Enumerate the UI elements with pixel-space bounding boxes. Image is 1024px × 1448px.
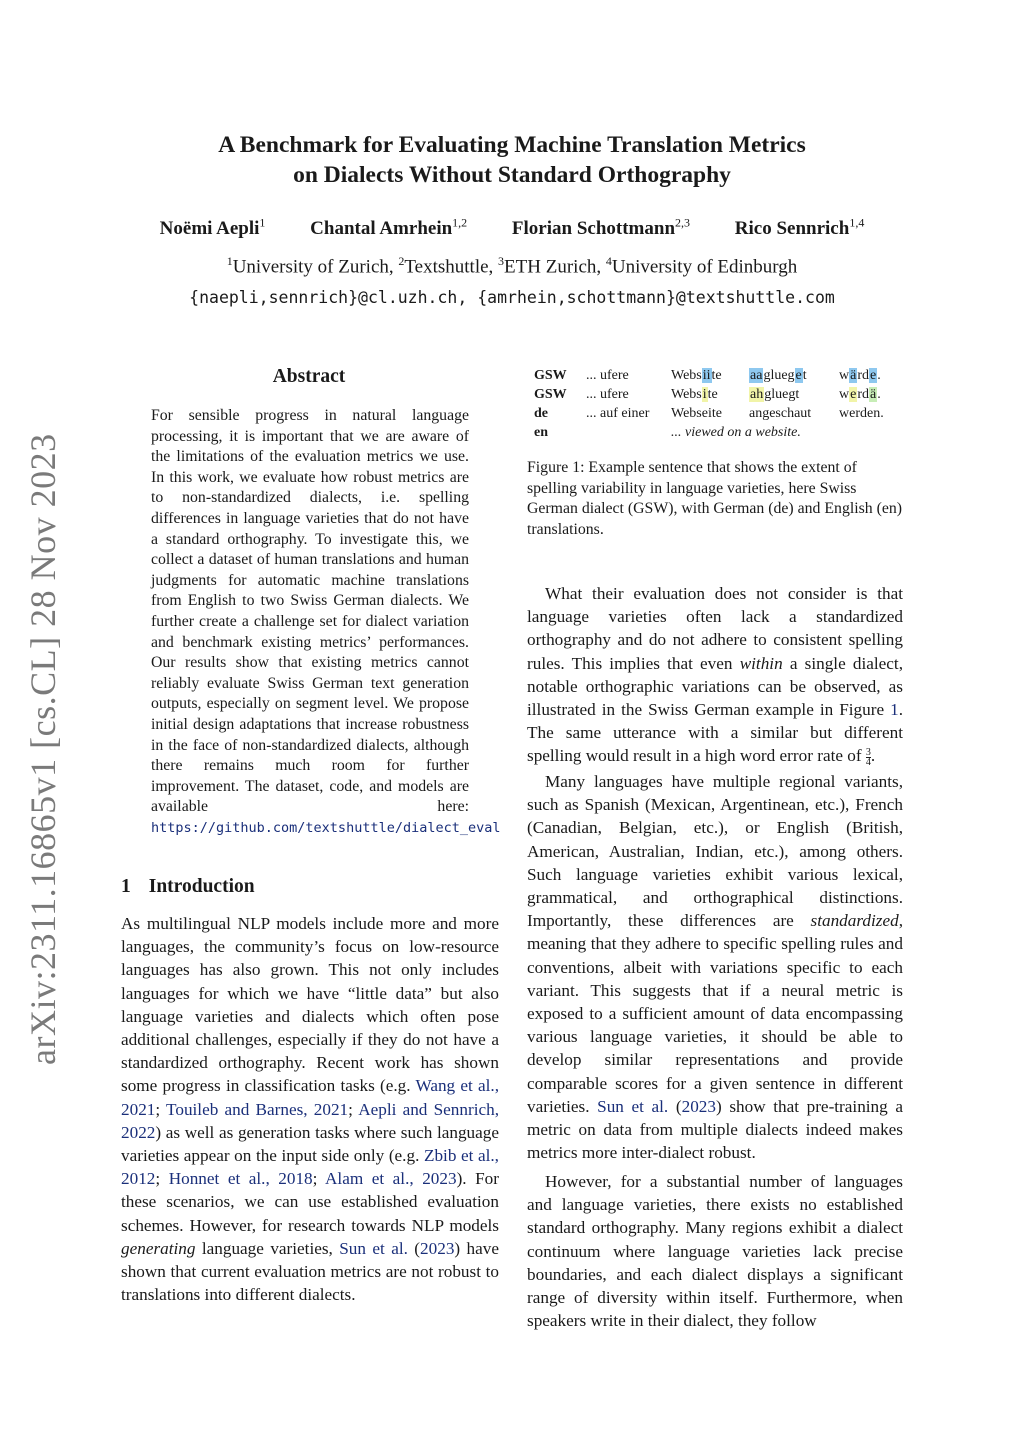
author-3 [512, 218, 690, 239]
affiliation: ETH Zurich, [504, 256, 606, 278]
dialect-example-table [534, 366, 884, 442]
row-label: GSW [534, 387, 567, 402]
text-run: ) show that pre-training a metric on data from multiple dialects indeed makes metrics more inter-dialect robust. [527, 1096, 903, 1163]
table-row [534, 385, 884, 404]
citation-link[interactable]: Sun et al. [339, 1238, 408, 1258]
table-cell [586, 423, 671, 442]
author-name: Rico Sennrich [734, 218, 850, 240]
text-run: ) have shown that current evaluation metrics are not robust to translations into different dialects. [121, 1238, 499, 1305]
author-1 [160, 218, 266, 239]
title-line-2: on Dialects Without Standard Orthography [293, 162, 731, 188]
author-name: Noëmi Aepli [159, 218, 260, 240]
row-label: de [534, 406, 548, 421]
highlight-variant: e [870, 368, 877, 383]
table-cell: ... viewed on a website. [671, 425, 801, 440]
highlight-variant: ä [870, 387, 877, 402]
text-run: Many languages have multiple regional variants, such as Spanish (Mexican, Argentinean, etc.), French (Canadian, Belgian, etc.), or English (British, American, Australian, Indian, etc.), among others. Such language varieties exhibit various lexical, grammatical, and orthographical distinctions. Importantly, these differences are [527, 772, 903, 931]
text-run: ( [407, 1238, 421, 1258]
author-affiliation-mark: 2,3 [675, 216, 691, 230]
paper-title [0, 130, 1024, 190]
section-heading-introduction [121, 876, 255, 898]
text-run: . [877, 387, 881, 402]
highlight-variant: aa [750, 368, 763, 383]
text-run: ( [668, 1096, 682, 1116]
table-cell [749, 366, 839, 385]
abstract-body [151, 406, 501, 838]
figure-1-caption: Figure 1: Example sentence that shows the extent of spelling variability in language varieties, here Swiss German dialect (GSW), with German (de) and English (en) translations. [527, 459, 903, 538]
right-paragraph-1 [527, 582, 903, 768]
affiliation-mark: 4 [605, 254, 612, 268]
text-run: . The same utterance with a similar but different spelling would result in a high word error rate of [527, 700, 903, 766]
text-run: w [839, 368, 850, 383]
table-cell [671, 366, 749, 385]
author-4 [735, 218, 865, 239]
text-run: ; [312, 1169, 326, 1189]
table-cell: Webseite [671, 406, 722, 421]
table-row [534, 366, 884, 385]
text-run: ). For these scenarios, we can use established evaluation schemes. However, for research towards NLP models [121, 1169, 500, 1235]
title-line-1: A Benchmark for Evaluating Machine Translation Metrics [218, 132, 806, 158]
text-run: gluegt [764, 387, 800, 402]
citation-link[interactable]: Alam et al., 2023 [325, 1169, 457, 1189]
emphasis: standardized [810, 911, 899, 931]
highlight-variant: e [795, 368, 802, 383]
table-cell [671, 385, 749, 404]
table-cell: werden. [839, 406, 884, 421]
fraction-denominator: 4 [865, 756, 871, 768]
affiliations [0, 254, 1024, 278]
table-cell: ... auf einer [586, 406, 650, 421]
table-cell [749, 385, 839, 404]
table-cell: angeschaut [749, 406, 812, 421]
figure-1-example [534, 366, 884, 442]
text-run: As multilingual NLP models include more and more languages, the community’s focus on low-resource languages has also grown. This not only includes languages for which we have “little data” but also language varieties and dialects which often pose additional challenges, especially if they do not have a standardized orthography. Recent work has shown some progress in classification tasks (e.g. [121, 914, 499, 1096]
repository-link[interactable]: https://github.com/textshuttle/dialect_eval [151, 819, 501, 836]
intro-paragraph-1 [121, 912, 499, 1306]
text-run: a single dialect, notable orthographic variations can be observed, as illustrated in the Swiss German example in Figure [527, 653, 903, 720]
text-run: ) as well as generation tasks where such language varieties appear on the input side only (e.g. [121, 1122, 499, 1166]
right-paragraph-2 [527, 770, 903, 1164]
table-cell: ... ufere [586, 368, 629, 383]
citation-link[interactable]: Sun et al. [597, 1096, 669, 1116]
table-cell [839, 385, 884, 404]
text-run: ; [155, 1099, 167, 1119]
row-label: GSW [534, 368, 567, 383]
fraction-numerator: 3 [865, 746, 871, 758]
text-run: rd [857, 387, 870, 402]
table-cell [839, 366, 884, 385]
citation-link[interactable]: Honnet et al., 2018 [168, 1169, 313, 1189]
arxiv-stamp: arXiv:2311.16865v1 [cs.CL] 28 Nov 2023 [23, 433, 63, 1065]
section-title: Introduction [148, 876, 255, 897]
section-number: 1 [121, 876, 131, 897]
citation-link[interactable]: Zbib et al., 2012 [121, 1146, 499, 1189]
row-label: en [534, 425, 548, 440]
text-run: ; [348, 1099, 359, 1119]
affiliation: Textshuttle, [404, 256, 499, 278]
author-list [0, 216, 1024, 240]
text-run: te [711, 368, 722, 383]
table-cell: ... ufere [586, 387, 629, 402]
citation-link[interactable]: 2023 [681, 1096, 716, 1116]
author-affiliation-mark: 1,4 [849, 216, 865, 230]
citation-link[interactable]: 2023 [420, 1238, 455, 1258]
text-run: What their evaluation does not consider is that language varieties often lack a standardized orthography and do not adhere to consistent spelling rules. This implies that even [527, 584, 903, 673]
table-row [534, 423, 884, 442]
text-run: . [870, 746, 876, 766]
author-name: Florian Schottmann [511, 218, 676, 240]
affiliation: University of Zurich, [232, 256, 399, 278]
author-affiliation-mark: 1 [259, 216, 266, 230]
affiliation: University of Edinburgh [611, 256, 798, 278]
affiliation-mark: 3 [498, 254, 505, 268]
table-row [534, 404, 884, 423]
text-run: ; [155, 1169, 169, 1189]
highlight-variant: ii [702, 368, 711, 383]
text-run: language varieties, [195, 1238, 340, 1258]
highlight-variant: ah [750, 387, 764, 402]
citation-link[interactable]: Wang et al., 2021 [121, 1076, 499, 1119]
citation-link[interactable]: Aepli and Sennrich, 2022 [121, 1099, 499, 1142]
abstract-heading: Abstract [272, 366, 346, 387]
figure-ref-link[interactable]: 1 [890, 700, 899, 720]
highlight-variant: e [850, 387, 857, 402]
highlight-variant: ä [850, 368, 857, 383]
text-run: . [877, 368, 881, 383]
author-affiliation-mark: 1,2 [452, 216, 468, 230]
right-paragraph-3: However, for a substantial number of languages and language varieties, there exists no established standard orthography. Many regions exhibit a dialect continuum where language varieties lack precise boundaries, and each dialect displays a significant range of diversity within itself. Furthermore, when speakers write in their dialect, they follow [527, 1172, 903, 1331]
abstract-text: For sensible progress in natural language processing, it is important that we are aware of the limitations of the evaluation metrics we use. In this work, we evaluate how robust metrics are to non-standardized dialects, i.e. spelling differences in language varieties that do not have a standard orthography. To investigate this, we collect a dataset of human translations and human judgments for automatic machine translations from English to two Swiss German dialects. We further create a challenge set for dialect variation and benchmark existing metrics’ performances. Our results show that existing metrics cannot reliably evaluate Swiss German text generation outputs, especially on segment level. We propose initial design adaptations that increase robustness in the face of non-standardized dialects, although there remains much room for further improvement. The dataset, code, and models are available here: [151, 407, 469, 816]
text-run: w [839, 387, 850, 402]
affiliation-mark: 1 [226, 254, 233, 268]
author-2 [310, 218, 467, 239]
text-run: t [802, 368, 807, 383]
text-run: rd [857, 368, 870, 383]
text-run: Webs [671, 368, 702, 383]
text-run: te [707, 387, 718, 402]
author-emails: {naepli,sennrich}@cl.uzh.ch, {amrhein,schottmann}@textshuttle.com [189, 288, 835, 307]
highlight-variant: i [702, 387, 707, 402]
emphasis: within [739, 653, 783, 673]
citation-link[interactable]: Touileb and Barnes, 2021 [166, 1099, 349, 1119]
text-run: , meaning that they adhere to specific spelling rules and conventions, albeit with variations specific to each variant. This suggests that if a neural metric is exposed to a sufficient amount of data encompassing various language varieties, it should be able to develop similar representations and provide comparable scores for a given sentence in different varieties. [527, 911, 903, 1116]
emphasis: generating [121, 1238, 196, 1258]
author-name: Chantal Amrhein [310, 218, 453, 240]
affiliation-mark: 2 [398, 254, 405, 268]
text-run: Webs [671, 387, 702, 402]
text-run: glueg [763, 368, 795, 383]
